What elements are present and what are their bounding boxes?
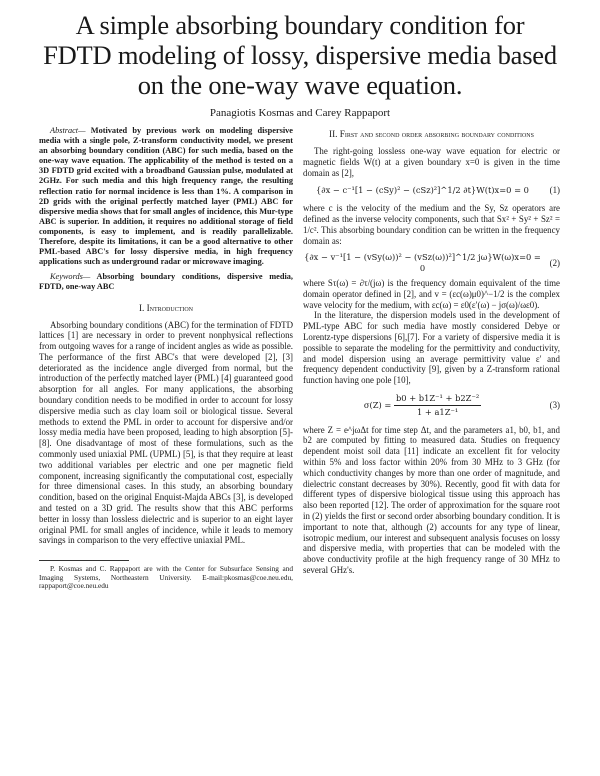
equation-1-number: (1) (549, 185, 560, 196)
equation-2-body: {∂x − v⁻¹[1 − (vSy(ω))² − (vSz(ω))²]^1/2 jω}W(ω)x=0 = 0 (304, 252, 541, 274)
equation-3-body (303, 393, 542, 418)
keywords-text: Absorbing boundary conditions, dispersive media, FDTD, one-way ABC (39, 272, 293, 292)
footnote: P. Kosmas and C. Rappaport are with the Center for Subsurface Sensing and Imaging Systems, Northeastern University. E-mail:pkosmas@coe.neu.edu, rappaport@coe.neu.edu (39, 564, 293, 591)
paper-authors: Panagiotis Kosmas and Carey Rappaport (209, 107, 391, 119)
equation-3-fraction (394, 393, 481, 418)
equation-3-lhs: σ(Z) = (363, 399, 392, 410)
section-2-paragraph-1: The right-going lossless one-way wave equation for electric or magnetic fields W(t) at a given boundary x=0 is given in the time domain as [2], (303, 146, 560, 178)
section-2-paragraph-2: where c is the velocity of the medium and the Sy, Sz operators are defined as the inverse velocity components, such that Sx² + Sy² + Sz² = 1/c². This absorbing boundary condition can be written in the frequency domain as: (303, 203, 560, 246)
abstract-label: Abstract— (50, 126, 86, 135)
section-2-paragraph-3: where Sτ(ω) = ∂τ/(jω) is the frequency domain equivalent of the time domain operator defined in [2], and v = (εc(ω)μ0)^−1/2 is the complex wave velocity for the medium, with εc(ω) = ε0(ε′(ω) − jσ(ω)/ωε0). (303, 277, 560, 310)
equation-2-number: (2) (549, 257, 560, 268)
right-column (303, 126, 560, 576)
left-column (39, 126, 293, 591)
section-1-paragraph: Absorbing boundary conditions (ABC) for the termination of FDTD lattices [1] are necessary in order to prevent nonphysical reflections from outgoing waves for a range of incident angles as wide as possible. The performance of the first ABC's that were developed [2], [3] deteriorated as the incidence angle diverged from normal, but the introduction of the perfectly matched layer (PML) [4] guaranteed good absorption for all angles. For many applications, the absorbing boundary condition needs to be modified in order to account for lossy dispersive media such as clay loam soil or biological tissue. Several methods to extend the PML in order to account for dispersive and/or lossy media media have been proposed, leading to high absorption [5]-[8]. One disadvantage of most of these formulations, such as the commonly used uniaxial PML (UPML) [5], is that they require at least two additional variables per electric and one per magnetic field component, increasing significantly the computational cost, especially for three dimensional cases. In this study, an absorbing boundary condition, based on the original Enquist-Majda ABCs [3], is developed and tested on a 3D grid. The results show that this ABC performs better in lossy than lossless dielectric and is superior to an eight layer original PML for small angles of incidence, while it leads to memory savings in comparison to the very effective uniaxial PML. (39, 319, 293, 546)
abstract-text: Motivated by previous work on modeling dispersive media with a single pole, Z-transform conductivity model, we present an absorbing boundary condition (ABC) for such media, based on the one-way wave equation. The applicability of the method is tested on a 3D FDTD grid excited with a broadband Gaussian pulse, modulated at 2GHz. For such media and this high frequency range, the resulting reflection ratio for normal incidence is less than 1%. A comparison in 2D grids with the original perfectly matched layer (PML) ABC for dispersive media shows that for small angles of incidence, this Mur-type ABC is superior. In addition, it requires no additional storage of field components, is easy to implement, and is readily parallelizable. Therefore, despite its limitations, it can be a good alternative to other PML-based ABC's for lossy dispersive media, in high frequency applications such as underground radar or microwave imaging. (39, 126, 293, 267)
equation-3 (303, 393, 560, 418)
section-2-paragraph-5: where Z = e^jωΔt for time step Δt, and the parameters a1, b0, b1, and b2 are computed by fitting to measured data. Studies on frequency dependent moist soil data [11] indicate an excellent fit for velocity within 5% and loss factor within 20% from 30 MHz to 3 GHz (for which conductivity changes by more than one order of magnitude, and dielectric constant decreases by 30%). Recently, good fit with data for different types of dispersive biological tissue using this approach has also been reported [12]. The order of approximation for the square root in (2) yields the first or second order absorbing boundary condition. It is important to note that, although (2) accounts for any type of linear, isotropic medium, our interest and subsequent analysis focuses on lossy and dispersive media, with properties that can be modeled with the above conductivity profile at the high frequency range of 30 MHz to several GHz's. (303, 424, 560, 575)
footnote-rule (39, 560, 129, 561)
equation-1 (303, 185, 560, 196)
equation-2 (303, 252, 560, 274)
equation-3-denominator: 1 + a1Z⁻¹ (416, 406, 459, 417)
equation-3-number: (3) (549, 399, 560, 410)
section-2-heading: II. First and second order absorbing boundary conditions (329, 129, 534, 139)
keywords-label: Keywords— (50, 272, 91, 282)
paper-title: A simple absorbing boundary condition for FDTD modeling of lossy, dispersive media based on the one-way wave equation. (43, 10, 557, 100)
equation-1-body: {∂x − c⁻¹[1 − (cSy)² − (cSz)²]^1/2 ∂t}W(t)x=0 = 0 (316, 185, 529, 196)
section-1-heading: I. Introduction (138, 302, 194, 313)
equation-3-numerator: b0 + b1Z⁻¹ + b2Z⁻² (394, 393, 481, 406)
section-2-paragraph-4: In the literature, the dispersion models used in the development of PML-type ABC for such media have mostly considered Debye or Lorentz-type dispersions [6],[7]. For a variety of dispersive media it is possible to separate the modeling for the permittivity and conductivity, and model dispersion using an average permittivity value ε′ and frequency dependent conductivity [9], given by a Z-transform rational function having one pole [10], (303, 310, 560, 386)
abstract (39, 126, 293, 267)
keywords (39, 272, 293, 292)
